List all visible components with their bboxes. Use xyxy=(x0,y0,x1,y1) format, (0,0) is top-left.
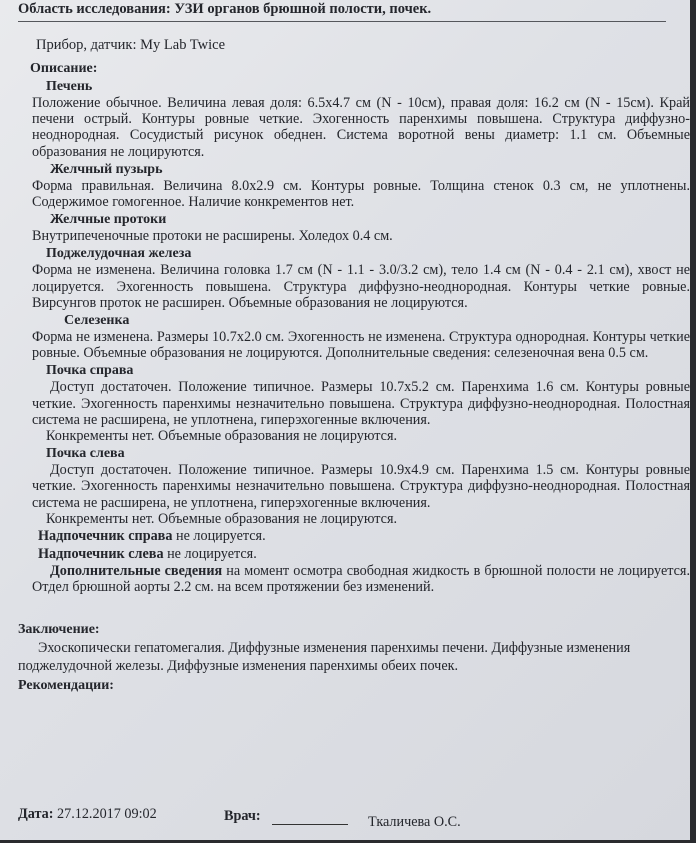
section-text: Доступ достаточен. Положение типичное. Размеры 10.7x5.2 см. Паренхима 1.6 см. Контуры ровные четкие. Эхогенность паренхимы незначительно повышена. Структура диффузно-неоднородная. Полостная система не расширена, не уплотнена, гиперэхогенные включения. xyxy=(32,379,690,428)
section-text: Доступ достаточен. Положение типичное. Размеры 10.9x4.9 см. Паренхима 1.5 см. Контуры ровные четкие. Эхогенность паренхимы незначительно повышена. Структура диффузно-неоднородная. Полостная система не расширена, не уплотнена, гиперэхогенные включения. xyxy=(32,462,690,511)
section-pancreas xyxy=(18,246,690,311)
section-title: Селезенка xyxy=(64,313,130,329)
doctor-name: Ткаличева О.С. xyxy=(368,814,461,830)
section-text: Положение обычное. Величина левая доля: 6.5x4.7 см (N - 10см), правая доля: 16.2 см (N - 15см). Край печени острый. Контуры ровные четкие. Эхогенность паренхимы повышена. Структура диффузно-неоднородная. Сосудистый рисунок обеднен. Система воротной вены диаметр: 1.1 см. Объемные образования не лоцируются. xyxy=(32,95,690,160)
right-border xyxy=(690,0,696,843)
section-bile-ducts xyxy=(18,212,690,244)
section-text: Конкременты нет. Объемные образования не лоцируются. xyxy=(46,510,398,527)
conclusion-text: Эхоскопически гепатомегалия. Диффузные изменения паренхимы печени. Диффузные изменения поджелудочной железы. Диффузные изменения паренхимы обеих почек. xyxy=(18,640,631,675)
device-line: Прибор, датчик: My Lab Twice xyxy=(36,37,226,53)
section-title: Поджелудочная железа xyxy=(46,246,192,262)
section-text: Форма не изменена. Размеры 10.7x2.0 см. Эхогенность не изменена. Структура однородная. Контуры четкие ровные. Объемные образования не лоцируются. Дополнительные сведения: селезеночная вена 0.5 см. xyxy=(32,329,690,362)
date-value: 27.12.2017 09:02 xyxy=(53,806,157,822)
adrenal-right-label: Надпочечник справа xyxy=(38,528,173,545)
conclusion-title: Заключение: xyxy=(18,622,100,638)
additional-label: Дополнительные сведения xyxy=(50,563,223,580)
section-title: Желчные протоки xyxy=(50,212,167,228)
section-text: Конкременты нет. Объемные образования не лоцируются. xyxy=(46,428,398,445)
section-title: Печень xyxy=(46,79,93,94)
section-title: Почка справа xyxy=(46,363,134,379)
adrenal-left-label: Надпочечник слева xyxy=(38,546,164,563)
additional-text: на момент осмотра свободная жидкость в брюшной полости не лоцируется. Отдел брюшной аорты 2.2 см. на всем протяжении без изменений. xyxy=(32,563,690,596)
doctor-label: Врач: xyxy=(224,808,261,824)
description-title: Описание: xyxy=(30,61,98,76)
recommendations-title: Рекомендации: xyxy=(18,678,114,694)
date-line xyxy=(18,806,157,823)
adrenal-right-text: не лоцируется. xyxy=(172,528,266,545)
section-left-kidney xyxy=(18,446,690,527)
exam-area: Область исследования: УЗИ органов брюшной полости, почек. xyxy=(18,1,432,17)
section-liver xyxy=(18,79,690,160)
adrenal-left-text: не лоцируется. xyxy=(163,546,257,563)
section-title: Почка слева xyxy=(46,446,125,462)
section-text: Форма правильная. Величина 8.0x2.9 см. Контуры ровные. Толщина стенок 0.3 см, не уплотнены. Содержимое гомогенное. Наличие конкрементов нет. xyxy=(32,177,690,211)
additional-info xyxy=(32,563,690,595)
section-title: Желчный пузырь xyxy=(50,161,163,177)
section-text: Форма не изменена. Величина головка 1.7 см (N - 1.1 - 3.0/3.2 см), тело 1.4 см (N - 0.4 - 2.1 см), хвост не лоцируется. Эхогенность повышена. Структура диффузно-неоднородная. Контуры четкие ровные. Вирсунгов проток не расширен. Объемные образования не лоцируются. xyxy=(32,262,690,311)
section-spleen xyxy=(18,313,690,361)
date-label: Дата: xyxy=(18,806,54,822)
signature-line xyxy=(272,824,348,825)
header-rule xyxy=(18,21,666,22)
section-gallbladder xyxy=(18,162,690,210)
section-text: Внутрипеченочные протоки не расширены. Холедох 0.4 см. xyxy=(32,228,393,245)
report-footer xyxy=(18,806,678,830)
adrenal-right-line xyxy=(38,527,690,545)
adrenal-left-line xyxy=(38,545,690,563)
section-right-kidney xyxy=(18,363,690,444)
